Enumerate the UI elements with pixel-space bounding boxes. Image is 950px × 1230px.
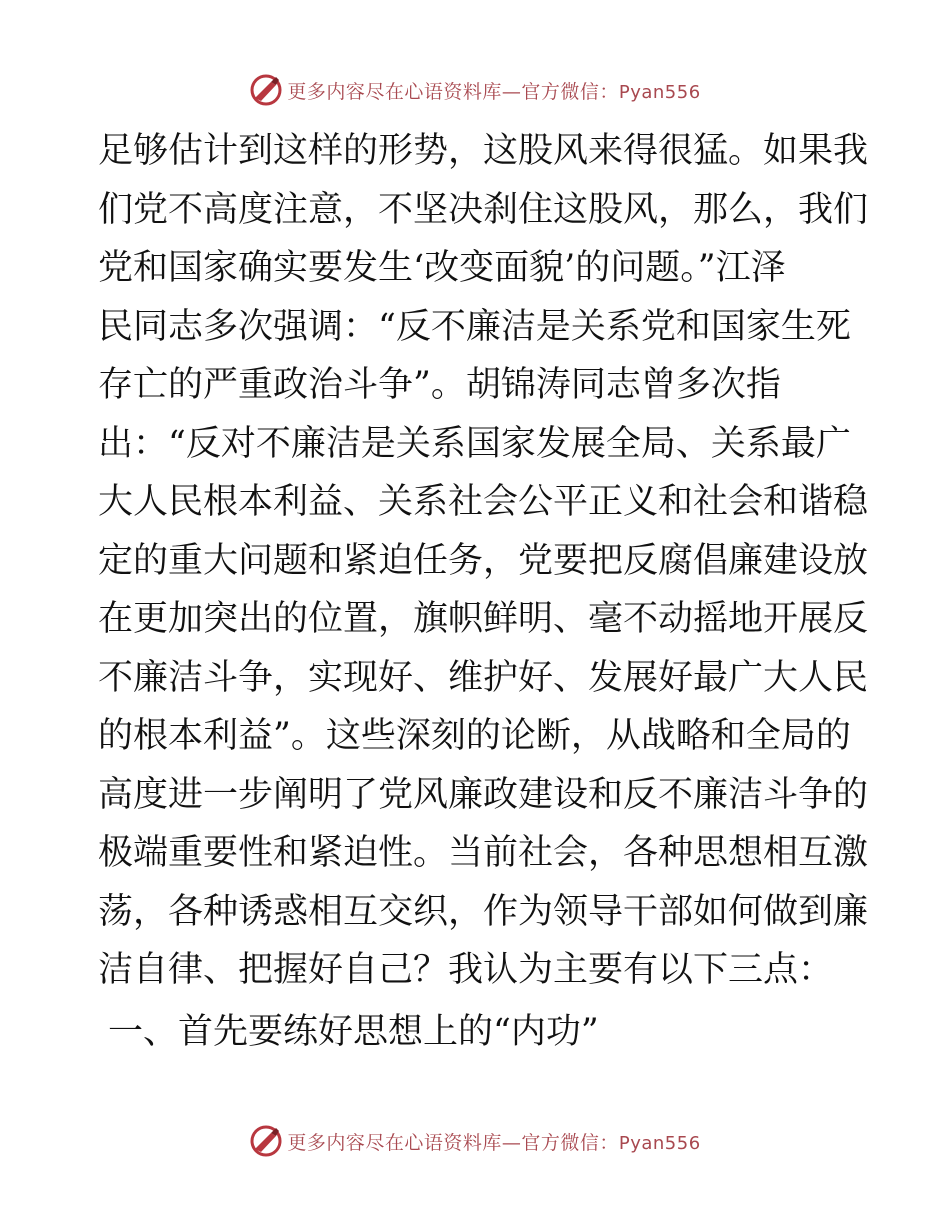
body-line: 的根本利益”。这些深刻的论断，从战略和全局的 <box>98 716 851 756</box>
body-line: 存亡的严重政治斗争”。胡锦涛同志曾多次指 <box>98 365 781 405</box>
watermark-text: 更多内容尽在心语资料库—官方微信：Pyan556 <box>287 80 701 103</box>
body-line: 洁自律、把握好自己？我认为主要有以下三点： <box>98 950 834 990</box>
pen-logo-icon <box>249 73 283 107</box>
body-line: 极端重要性和紧迫性。当前社会，各种思想相互激 <box>98 833 869 873</box>
document-body <box>98 122 869 1000</box>
footer-watermark <box>0 1121 950 1161</box>
body-line: 荡，各种诱惑相互交织，作为领导干部如何做到廉 <box>98 891 869 932</box>
pen-logo-icon <box>249 1124 283 1158</box>
body-line: 高度进一步阐明了党风廉政建设和反不廉洁斗争的 <box>98 774 869 815</box>
section-heading: 一、首先要练好思想上的“内功” <box>108 1012 599 1052</box>
body-line: 出：“反对不廉洁是关系国家发展全局、关系最广 <box>98 423 851 464</box>
body-line: 足够估计到这样的形势，这股风来得很猛。如果我 <box>98 131 869 171</box>
body-line: 不廉洁斗争，实现好、维护好、发展好最广大人民 <box>98 657 869 698</box>
body-line: 大人民根本利益、关系社会公平正义和社会和谐稳 <box>98 482 869 522</box>
body-line: 党和国家确实要发生‘改变面貌’的问题。”江泽 <box>98 248 786 288</box>
watermark-text: 更多内容尽在心语资料库—官方微信：Pyan556 <box>287 1131 701 1154</box>
body-line: 定的重大问题和紧迫任务，党要把反腐倡廉建设放 <box>98 540 869 581</box>
header-watermark <box>0 70 950 110</box>
body-line: 在更加突出的位置，旗帜鲜明、毫不动摇地开展反 <box>98 599 869 639</box>
body-line: 们党不高度注意，不坚决刹住这股风，那么，我们 <box>98 189 869 230</box>
body-line: 民同志多次强调：“反不廉洁是关系党和国家生死 <box>98 306 851 347</box>
